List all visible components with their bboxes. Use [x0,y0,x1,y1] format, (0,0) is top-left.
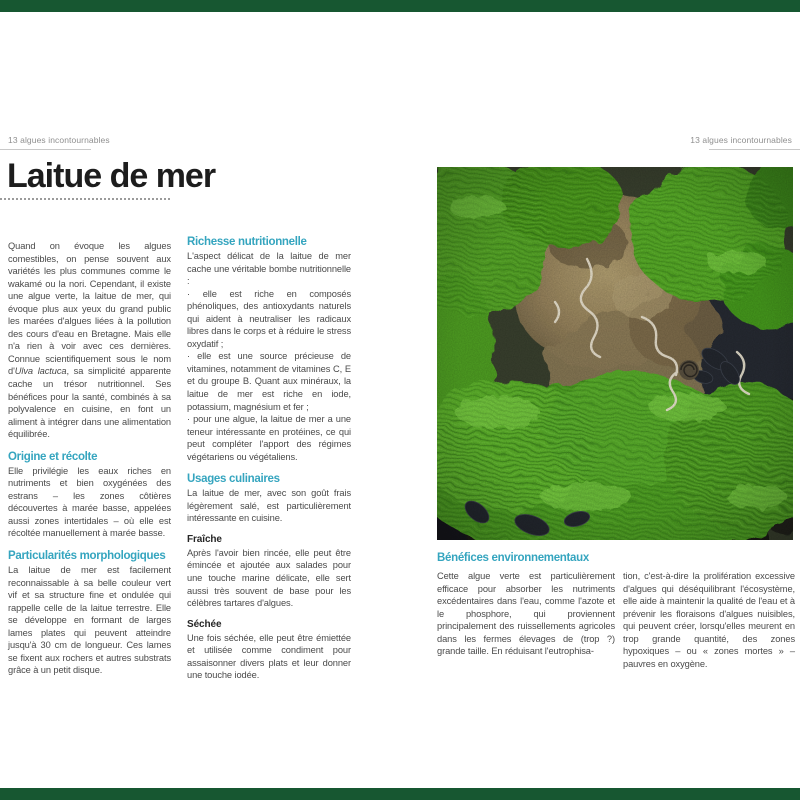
richesse-bullet-3: · pour une algue, la laitue de mer a une teneur intéressante en protéines, ce qui peut compléter l'apport des régimes végétariens ou végétaliens. [187,414,351,462]
top-color-band [0,0,800,12]
benefices-paragraph-1: Cette algue verte est particulièrement efficace pour absorber les nutriments excédentaires dans l'eau, comme l'azote et le phosphore, qui proviennent principalement des ruissellements agricoles dans les fermes élevages de (trop ?) grande taille. En réduisant l'eutrophisa- [437,571,615,657]
subheading-sechee: Séchée [187,618,222,630]
morphologie-paragraph: La laitue de mer est facilement reconnaissable à sa belle couleur vert vif et sa structure fine et ondulée qui rappelle celle de la laitue terrestre. Elle se développe en formant de larges lames plates qui peuvent atteindre jusqu'à 30 cm de longueur. Ces lames se fixent aux rochers et autres substrats grâce à un petit disque. [8,565,171,676]
intro-text-c: , sa simplicité apparente cache un trésor nutritionnel. Ses bénéfices pour la santé, combinés à sa polyvalence en cuisine, en font un aliment à intégrer dans une alimentation équilibrée. [8,366,171,440]
benefices-paragraph-2: tion, c'est-à-dire la prolifération excessive d'algues qui déséquilibrant l'écosystème, elle aide à maintenir la qualité de l'eau et à prévenir les floraisons d'algues nuisibles, qui peuvent créer, lorsqu'elles meurent en trop grande quantité, des zones hypoxiques – ou « zones mortes » – pauvres en oxygène. [623,571,795,669]
intro-paragraph [8,240,171,441]
section-heading-benefices: Bénéfices environnementaux [437,552,589,564]
running-header-left: 13 algues incontournables [8,135,110,145]
header-rule-right [709,149,800,150]
page-title: Laitue de mer [7,157,216,195]
title-dotted-rule [0,198,170,200]
intro-text-a: Quand on évoque les algues comestibles, on pense souvent aux variétés les plus communes comme le wakamé ou la nori. Cependant, il existe une algue verte, la laitue de mer, qui évoque plus aux yeux du grand public les marées d'algues liées à la pollution des cours d'eau en Bretagne. Mais elle n'a rien à voir avec ces dernières. Connue scientifiquement sous le nom d' [8,241,171,377]
subheading-fraiche: Fraîche [187,533,222,545]
richesse-bullet-1: · elle est riche en composés phénoliques, des antioxydants naturels qui aident à neutraliser les radicaux libres dans le corps et à réduire le stress oxydatif ; [187,288,351,349]
usages-paragraph: La laitue de mer, avec son goût frais légèrement salé, est particulièrement intéressante en cuisine. [187,488,351,524]
column-1 [8,238,171,677]
richesse-intro: L'aspect délicat de la laitue de mer cache une véritable bombe nutritionnelle : [187,251,351,287]
column-4 [623,568,795,670]
section-heading-richesse: Richesse nutritionnelle [187,236,307,248]
sea-lettuce-photo-art [437,167,793,540]
column-2 [187,236,351,682]
species-name: Ulva lactuca [14,366,67,377]
section-heading-origine: Origine et récolte [8,450,98,463]
sechee-paragraph: Une fois séchée, elle peut être émiettée et utilisée comme condiment pour assaisonner divers plats et leur donner une touche iodée. [187,632,351,681]
sea-lettuce-photo [437,167,793,540]
origine-paragraph: Elle privilégie les eaux riches en nutriments et bien oxygénées des estrans – les zones côtières découvertes à marée basse, appelées aussi zones intertidales – où elle est récoltée manuellement à marée basse. [8,465,171,539]
bottom-color-band [0,788,800,800]
running-header-right: 13 algues incontournables [690,135,792,145]
section-heading-morphologie: Particularités morphologiques [8,550,166,563]
richesse-bullet-2: · elle est une source précieuse de vitamines, notamment de vitamines C, E et du groupe B. Quant aux minéraux, la laitue de mer est riche en iode, potassium, magnésium et fer ; [187,351,351,412]
section-heading-usages: Usages culinaires [187,473,280,486]
column-3 [437,568,615,658]
fraiche-paragraph: Après l'avoir bien rincée, elle peut être émincée et ajoutée aux salades pour une touche marine délicate, elle sert aussi très souvent de base pour les célèbres tartares d'algues. [187,547,351,609]
header-rule-left [0,149,91,150]
